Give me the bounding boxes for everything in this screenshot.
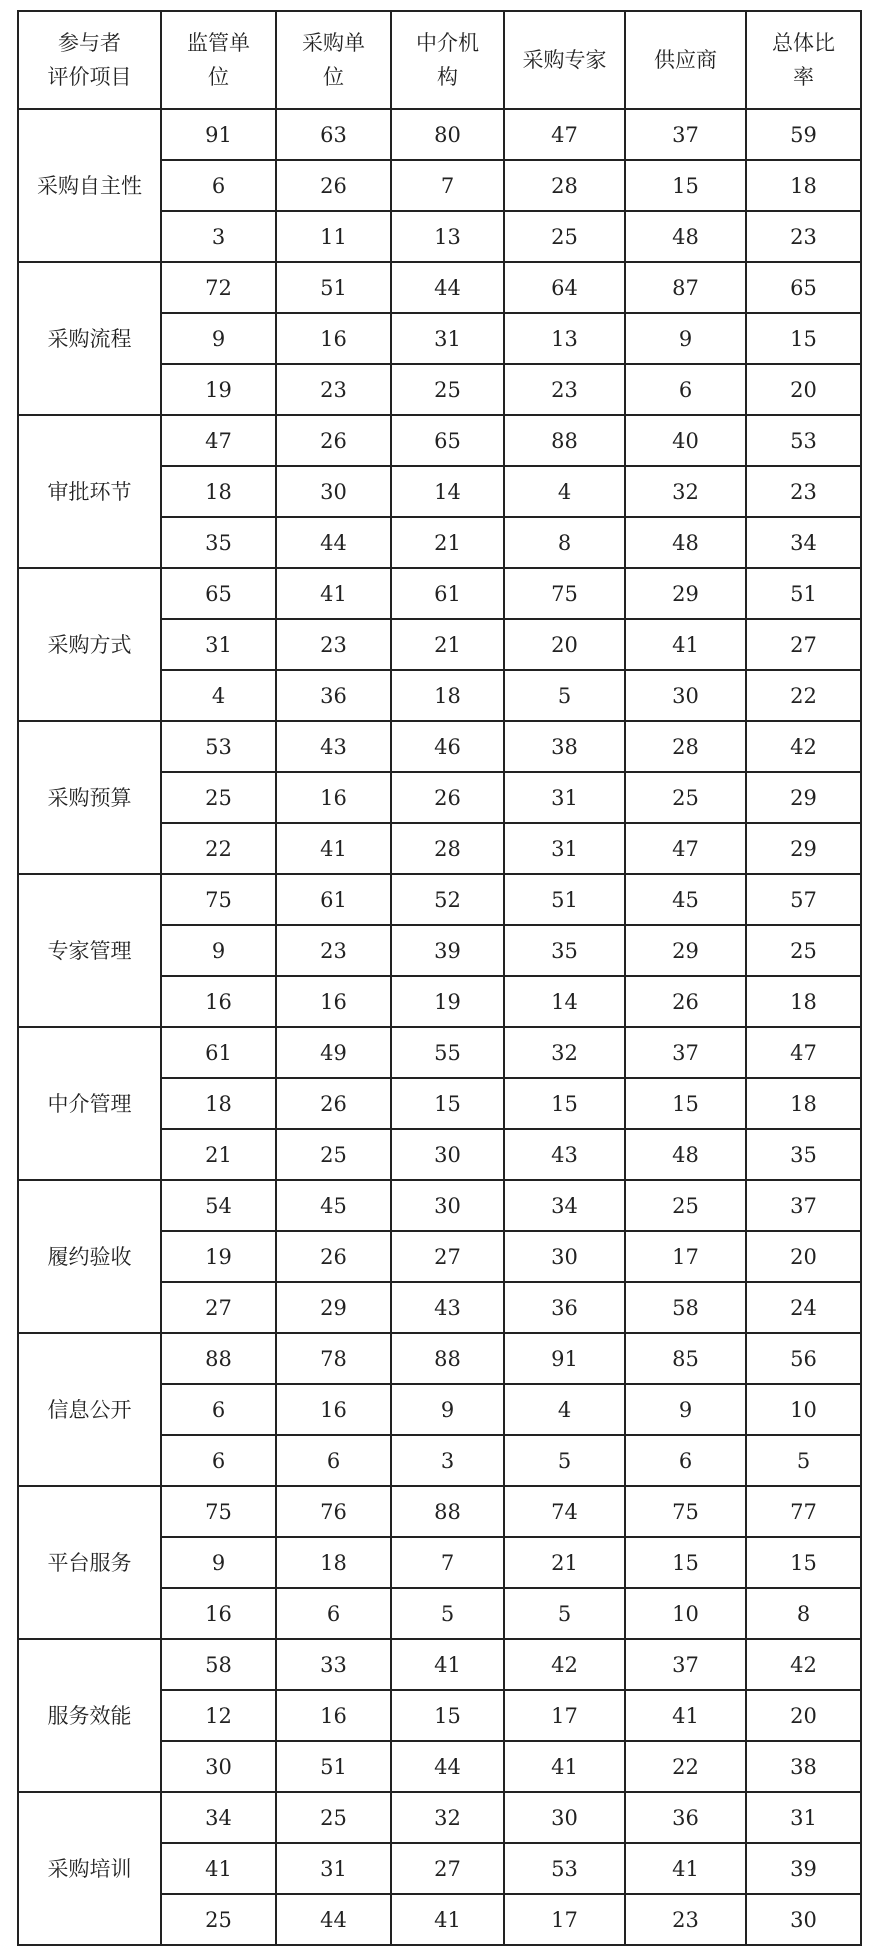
value-cell-agency: 30 <box>391 1129 504 1180</box>
value-cell-overall-rate: 47 <box>746 1027 861 1078</box>
value-cell-agency: 27 <box>391 1231 504 1282</box>
value-cell-regulator: 58 <box>161 1639 276 1690</box>
value-cell-agency: 9 <box>391 1384 504 1435</box>
value-cell-supplier: 9 <box>625 1384 746 1435</box>
value-cell-expert: 43 <box>504 1129 625 1180</box>
header-cell-supplier: 供应商 <box>625 11 746 109</box>
value-cell-supplier: 41 <box>625 1843 746 1894</box>
value-cell-purchaser: 51 <box>276 1741 391 1792</box>
value-cell-purchaser: 36 <box>276 670 391 721</box>
value-cell-expert: 25 <box>504 211 625 262</box>
value-cell-purchaser: 16 <box>276 976 391 1027</box>
value-cell-regulator: 12 <box>161 1690 276 1741</box>
value-cell-expert: 14 <box>504 976 625 1027</box>
value-cell-expert: 53 <box>504 1843 625 1894</box>
value-cell-expert: 5 <box>504 670 625 721</box>
value-cell-overall-rate: 27 <box>746 619 861 670</box>
value-cell-expert: 31 <box>504 772 625 823</box>
value-cell-overall-rate: 77 <box>746 1486 861 1537</box>
value-cell-purchaser: 43 <box>276 721 391 772</box>
value-cell-agency: 30 <box>391 1180 504 1231</box>
value-cell-regulator: 22 <box>161 823 276 874</box>
value-cell-expert: 64 <box>504 262 625 313</box>
value-cell-regulator: 27 <box>161 1282 276 1333</box>
category-label: 采购自主性 <box>18 109 161 262</box>
value-cell-expert: 5 <box>504 1588 625 1639</box>
value-cell-agency: 32 <box>391 1792 504 1843</box>
table-row <box>18 262 861 313</box>
value-cell-supplier: 37 <box>625 109 746 160</box>
value-cell-agency: 26 <box>391 772 504 823</box>
value-cell-expert: 23 <box>504 364 625 415</box>
value-cell-agency: 41 <box>391 1639 504 1690</box>
value-cell-overall-rate: 18 <box>746 1078 861 1129</box>
value-cell-supplier: 37 <box>625 1639 746 1690</box>
table-row <box>18 1639 861 1690</box>
value-cell-agency: 44 <box>391 262 504 313</box>
value-cell-purchaser: 26 <box>276 1078 391 1129</box>
value-cell-overall-rate: 35 <box>746 1129 861 1180</box>
value-cell-regulator: 25 <box>161 1894 276 1945</box>
category-label: 采购方式 <box>18 568 161 721</box>
value-cell-expert: 47 <box>504 109 625 160</box>
value-cell-expert: 31 <box>504 823 625 874</box>
value-cell-supplier: 30 <box>625 670 746 721</box>
value-cell-agency: 43 <box>391 1282 504 1333</box>
category-label: 采购培训 <box>18 1792 161 1945</box>
corner-bottom-label: 评价项目 <box>47 65 132 89</box>
value-cell-regulator: 75 <box>161 874 276 925</box>
value-cell-overall-rate: 24 <box>746 1282 861 1333</box>
value-cell-supplier: 10 <box>625 1588 746 1639</box>
value-cell-supplier: 29 <box>625 568 746 619</box>
value-cell-regulator: 6 <box>161 1384 276 1435</box>
value-cell-agency: 31 <box>391 313 504 364</box>
value-cell-expert: 28 <box>504 160 625 211</box>
value-cell-expert: 17 <box>504 1894 625 1945</box>
value-cell-agency: 21 <box>391 517 504 568</box>
table-row <box>18 568 861 619</box>
value-cell-agency: 88 <box>391 1333 504 1384</box>
value-cell-regulator: 18 <box>161 1078 276 1129</box>
value-cell-supplier: 22 <box>625 1741 746 1792</box>
table-row <box>18 1792 861 1843</box>
value-cell-agency: 3 <box>391 1435 504 1486</box>
value-cell-expert: 8 <box>504 517 625 568</box>
value-cell-purchaser: 25 <box>276 1129 391 1180</box>
value-cell-supplier: 47 <box>625 823 746 874</box>
value-cell-agency: 44 <box>391 1741 504 1792</box>
value-cell-regulator: 19 <box>161 364 276 415</box>
value-cell-expert: 75 <box>504 568 625 619</box>
value-cell-agency: 80 <box>391 109 504 160</box>
value-cell-expert: 41 <box>504 1741 625 1792</box>
value-cell-overall-rate: 23 <box>746 211 861 262</box>
value-cell-agency: 15 <box>391 1078 504 1129</box>
value-cell-agency: 61 <box>391 568 504 619</box>
value-cell-regulator: 53 <box>161 721 276 772</box>
value-cell-agency: 41 <box>391 1894 504 1945</box>
value-cell-purchaser: 23 <box>276 925 391 976</box>
value-cell-supplier: 58 <box>625 1282 746 1333</box>
value-cell-supplier: 75 <box>625 1486 746 1537</box>
corner-top-label: 参与者 <box>58 31 121 55</box>
value-cell-overall-rate: 23 <box>746 466 861 517</box>
value-cell-purchaser: 23 <box>276 364 391 415</box>
value-cell-regulator: 65 <box>161 568 276 619</box>
value-cell-agency: 5 <box>391 1588 504 1639</box>
value-cell-overall-rate: 29 <box>746 823 861 874</box>
value-cell-overall-rate: 20 <box>746 1231 861 1282</box>
value-cell-supplier: 15 <box>625 1537 746 1588</box>
value-cell-regulator: 41 <box>161 1843 276 1894</box>
value-cell-supplier: 48 <box>625 517 746 568</box>
value-cell-regulator: 9 <box>161 925 276 976</box>
value-cell-supplier: 28 <box>625 721 746 772</box>
value-cell-agency: 14 <box>391 466 504 517</box>
value-cell-expert: 21 <box>504 1537 625 1588</box>
value-cell-agency: 88 <box>391 1486 504 1537</box>
value-cell-regulator: 54 <box>161 1180 276 1231</box>
value-cell-overall-rate: 38 <box>746 1741 861 1792</box>
value-cell-overall-rate: 20 <box>746 1690 861 1741</box>
value-cell-regulator: 61 <box>161 1027 276 1078</box>
header-cell-expert: 采购专家 <box>504 11 625 109</box>
value-cell-overall-rate: 25 <box>746 925 861 976</box>
value-cell-purchaser: 26 <box>276 160 391 211</box>
value-cell-purchaser: 44 <box>276 1894 391 1945</box>
value-cell-purchaser: 30 <box>276 466 391 517</box>
category-label: 中介管理 <box>18 1027 161 1180</box>
value-cell-expert: 15 <box>504 1078 625 1129</box>
value-cell-overall-rate: 39 <box>746 1843 861 1894</box>
value-cell-overall-rate: 56 <box>746 1333 861 1384</box>
value-cell-expert: 36 <box>504 1282 625 1333</box>
value-cell-purchaser: 26 <box>276 1231 391 1282</box>
value-cell-expert: 4 <box>504 1384 625 1435</box>
value-cell-overall-rate: 10 <box>746 1384 861 1435</box>
value-cell-supplier: 48 <box>625 1129 746 1180</box>
value-cell-agency: 7 <box>391 160 504 211</box>
value-cell-supplier: 85 <box>625 1333 746 1384</box>
value-cell-regulator: 18 <box>161 466 276 517</box>
value-cell-regulator: 4 <box>161 670 276 721</box>
value-cell-supplier: 40 <box>625 415 746 466</box>
table-row <box>18 721 861 772</box>
value-cell-supplier: 87 <box>625 262 746 313</box>
value-cell-regulator: 6 <box>161 160 276 211</box>
table-header <box>18 11 861 109</box>
value-cell-expert: 32 <box>504 1027 625 1078</box>
value-cell-purchaser: 44 <box>276 517 391 568</box>
header-cell-agency: 中介机构 <box>391 11 504 109</box>
value-cell-regulator: 91 <box>161 109 276 160</box>
value-cell-purchaser: 76 <box>276 1486 391 1537</box>
value-cell-expert: 91 <box>504 1333 625 1384</box>
value-cell-agency: 21 <box>391 619 504 670</box>
value-cell-regulator: 16 <box>161 976 276 1027</box>
value-cell-purchaser: 33 <box>276 1639 391 1690</box>
value-cell-regulator: 47 <box>161 415 276 466</box>
value-cell-regulator: 31 <box>161 619 276 670</box>
value-cell-purchaser: 78 <box>276 1333 391 1384</box>
value-cell-agency: 25 <box>391 364 504 415</box>
value-cell-overall-rate: 8 <box>746 1588 861 1639</box>
value-cell-regulator: 21 <box>161 1129 276 1180</box>
value-cell-regulator: 9 <box>161 313 276 364</box>
table-row <box>18 1180 861 1231</box>
value-cell-supplier: 29 <box>625 925 746 976</box>
value-cell-overall-rate: 20 <box>746 364 861 415</box>
value-cell-purchaser: 16 <box>276 1690 391 1741</box>
table-body <box>18 109 861 1945</box>
value-cell-overall-rate: 31 <box>746 1792 861 1843</box>
value-cell-regulator: 25 <box>161 772 276 823</box>
value-cell-purchaser: 16 <box>276 313 391 364</box>
value-cell-supplier: 23 <box>625 1894 746 1945</box>
value-cell-overall-rate: 22 <box>746 670 861 721</box>
value-cell-expert: 4 <box>504 466 625 517</box>
category-label: 采购流程 <box>18 262 161 415</box>
value-cell-purchaser: 11 <box>276 211 391 262</box>
value-cell-agency: 46 <box>391 721 504 772</box>
value-cell-supplier: 41 <box>625 619 746 670</box>
table-row <box>18 415 861 466</box>
value-cell-regulator: 88 <box>161 1333 276 1384</box>
header-cell-regulator: 监管单位 <box>161 11 276 109</box>
value-cell-regulator: 35 <box>161 517 276 568</box>
value-cell-overall-rate: 42 <box>746 721 861 772</box>
value-cell-purchaser: 45 <box>276 1180 391 1231</box>
value-cell-purchaser: 25 <box>276 1792 391 1843</box>
value-cell-regulator: 30 <box>161 1741 276 1792</box>
value-cell-purchaser: 26 <box>276 415 391 466</box>
value-cell-expert: 35 <box>504 925 625 976</box>
value-cell-overall-rate: 15 <box>746 313 861 364</box>
value-cell-expert: 30 <box>504 1792 625 1843</box>
value-cell-purchaser: 63 <box>276 109 391 160</box>
value-cell-purchaser: 41 <box>276 568 391 619</box>
value-cell-overall-rate: 18 <box>746 976 861 1027</box>
value-cell-regulator: 72 <box>161 262 276 313</box>
value-cell-purchaser: 6 <box>276 1435 391 1486</box>
value-cell-regulator: 3 <box>161 211 276 262</box>
value-cell-supplier: 25 <box>625 1180 746 1231</box>
value-cell-agency: 13 <box>391 211 504 262</box>
value-cell-regulator: 19 <box>161 1231 276 1282</box>
corner-header-cell <box>18 11 161 109</box>
table-row <box>18 874 861 925</box>
evaluation-table-container <box>17 10 860 1946</box>
value-cell-agency: 28 <box>391 823 504 874</box>
category-label: 采购预算 <box>18 721 161 874</box>
value-cell-purchaser: 16 <box>276 1384 391 1435</box>
value-cell-regulator: 6 <box>161 1435 276 1486</box>
value-cell-expert: 5 <box>504 1435 625 1486</box>
value-cell-supplier: 45 <box>625 874 746 925</box>
evaluation-table <box>17 10 862 1946</box>
value-cell-agency: 39 <box>391 925 504 976</box>
value-cell-agency: 27 <box>391 1843 504 1894</box>
table-row <box>18 109 861 160</box>
category-label: 审批环节 <box>18 415 161 568</box>
value-cell-supplier: 15 <box>625 160 746 211</box>
value-cell-supplier: 36 <box>625 1792 746 1843</box>
value-cell-overall-rate: 51 <box>746 568 861 619</box>
value-cell-expert: 20 <box>504 619 625 670</box>
value-cell-purchaser: 6 <box>276 1588 391 1639</box>
header-cell-overall-rate: 总体比率 <box>746 11 861 109</box>
value-cell-agency: 52 <box>391 874 504 925</box>
value-cell-regulator: 9 <box>161 1537 276 1588</box>
value-cell-purchaser: 18 <box>276 1537 391 1588</box>
value-cell-purchaser: 61 <box>276 874 391 925</box>
category-label: 服务效能 <box>18 1639 161 1792</box>
value-cell-agency: 18 <box>391 670 504 721</box>
value-cell-supplier: 17 <box>625 1231 746 1282</box>
value-cell-supplier: 6 <box>625 364 746 415</box>
value-cell-agency: 7 <box>391 1537 504 1588</box>
value-cell-expert: 51 <box>504 874 625 925</box>
category-label: 信息公开 <box>18 1333 161 1486</box>
table-row <box>18 1027 861 1078</box>
value-cell-purchaser: 29 <box>276 1282 391 1333</box>
value-cell-overall-rate: 37 <box>746 1180 861 1231</box>
value-cell-supplier: 41 <box>625 1690 746 1741</box>
value-cell-overall-rate: 29 <box>746 772 861 823</box>
value-cell-overall-rate: 53 <box>746 415 861 466</box>
value-cell-overall-rate: 57 <box>746 874 861 925</box>
value-cell-purchaser: 41 <box>276 823 391 874</box>
value-cell-regulator: 34 <box>161 1792 276 1843</box>
value-cell-overall-rate: 15 <box>746 1537 861 1588</box>
value-cell-agency: 55 <box>391 1027 504 1078</box>
value-cell-expert: 74 <box>504 1486 625 1537</box>
table-row <box>18 1486 861 1537</box>
value-cell-supplier: 37 <box>625 1027 746 1078</box>
value-cell-purchaser: 31 <box>276 1843 391 1894</box>
value-cell-expert: 34 <box>504 1180 625 1231</box>
value-cell-supplier: 25 <box>625 772 746 823</box>
value-cell-expert: 30 <box>504 1231 625 1282</box>
value-cell-overall-rate: 59 <box>746 109 861 160</box>
value-cell-overall-rate: 30 <box>746 1894 861 1945</box>
value-cell-agency: 15 <box>391 1690 504 1741</box>
value-cell-overall-rate: 65 <box>746 262 861 313</box>
value-cell-supplier: 26 <box>625 976 746 1027</box>
value-cell-supplier: 6 <box>625 1435 746 1486</box>
header-row <box>18 11 861 109</box>
value-cell-purchaser: 49 <box>276 1027 391 1078</box>
value-cell-expert: 38 <box>504 721 625 772</box>
value-cell-expert: 17 <box>504 1690 625 1741</box>
value-cell-agency: 65 <box>391 415 504 466</box>
value-cell-agency: 19 <box>391 976 504 1027</box>
value-cell-overall-rate: 42 <box>746 1639 861 1690</box>
value-cell-regulator: 75 <box>161 1486 276 1537</box>
value-cell-expert: 88 <box>504 415 625 466</box>
value-cell-supplier: 48 <box>625 211 746 262</box>
value-cell-expert: 13 <box>504 313 625 364</box>
value-cell-supplier: 15 <box>625 1078 746 1129</box>
value-cell-regulator: 16 <box>161 1588 276 1639</box>
category-label: 平台服务 <box>18 1486 161 1639</box>
value-cell-overall-rate: 34 <box>746 517 861 568</box>
value-cell-overall-rate: 5 <box>746 1435 861 1486</box>
value-cell-overall-rate: 18 <box>746 160 861 211</box>
value-cell-purchaser: 23 <box>276 619 391 670</box>
category-label: 专家管理 <box>18 874 161 1027</box>
value-cell-supplier: 32 <box>625 466 746 517</box>
category-label: 履约验收 <box>18 1180 161 1333</box>
value-cell-expert: 42 <box>504 1639 625 1690</box>
table-row <box>18 1333 861 1384</box>
value-cell-purchaser: 16 <box>276 772 391 823</box>
value-cell-purchaser: 51 <box>276 262 391 313</box>
header-cell-purchaser: 采购单位 <box>276 11 391 109</box>
value-cell-supplier: 9 <box>625 313 746 364</box>
